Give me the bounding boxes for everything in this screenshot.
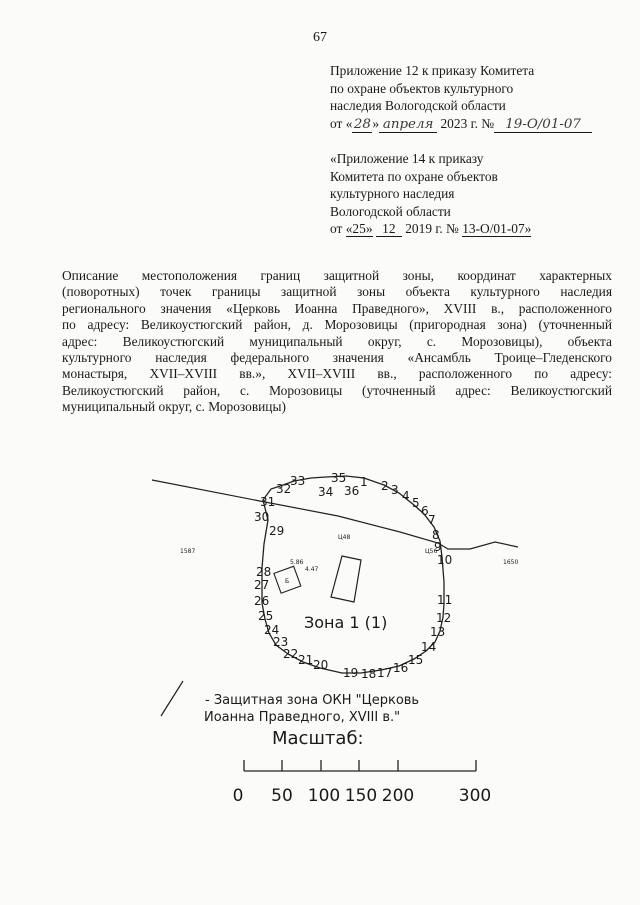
- building-letter: Б: [285, 578, 290, 585]
- point-label: 36: [344, 484, 360, 498]
- point-label: 8: [432, 528, 440, 542]
- point-label: 31: [260, 495, 276, 509]
- point-label: 24: [264, 623, 280, 637]
- appendix-12-line2: по охране объектов культурного: [330, 80, 514, 96]
- appendix-14-date-line: от «25» 12 2019 г. № 13-О/01-07»: [330, 221, 532, 236]
- point-label: 13: [430, 625, 446, 639]
- scale-title: Масштаб:: [272, 728, 364, 749]
- map-small-label: 4.47: [305, 566, 319, 573]
- road-line: [152, 480, 518, 549]
- point-label: 6: [421, 504, 429, 518]
- point-label: 26: [254, 594, 270, 608]
- point-label: 23: [273, 635, 289, 649]
- description-line: Великоустюгский район, с. Морозовицы (уточненный адрес: Великоустюгский: [62, 382, 612, 398]
- point-label: 25: [258, 609, 274, 623]
- description-line: Описание местоположения границ защитной зоны, координат характерных: [62, 268, 612, 283]
- point-label: 17: [377, 666, 393, 680]
- appendix-12-order-number: 19-О/01-07: [494, 117, 592, 133]
- point-label: 3: [391, 483, 399, 497]
- map-small-label: Ц56: [425, 548, 438, 555]
- description-line: монастыря, XVII–XVIII вв.», XVII–XVIII вв., расположенного по адресу:: [62, 366, 612, 382]
- point-label: 28: [256, 565, 272, 579]
- description-line: по адресу: Великоустюгский район, д. Морозовицы (пригородная зона) (уточненный: [62, 317, 612, 333]
- point-label: 7: [428, 513, 436, 527]
- description-line: культурного наследия федерального значения «Ансамбль Троице–Гледенского: [62, 350, 612, 366]
- appendix-12-date-day: 28: [353, 116, 371, 132]
- point-label: 16: [393, 661, 409, 675]
- legend-line2: Иоанна Праведного, XVIII в.": [204, 710, 401, 725]
- point-label: 34: [318, 485, 334, 499]
- church-building: [331, 556, 361, 602]
- scale-tick-label: 100: [307, 786, 341, 806]
- scale-tick-label: 50: [271, 786, 293, 806]
- point-label: 22: [283, 647, 299, 661]
- elevation-label: 1650: [503, 559, 519, 566]
- point-label: 19: [343, 666, 359, 680]
- point-label: 18: [361, 667, 377, 681]
- point-label: 5: [412, 496, 420, 510]
- point-label: 15: [408, 653, 424, 667]
- legend-line1: - Защитная зона ОКН "Церковь: [205, 693, 420, 708]
- map-small-label: Ц48: [338, 534, 351, 541]
- point-label: 35: [331, 471, 347, 485]
- point-label: 1: [360, 475, 368, 489]
- point-labels: [254, 471, 452, 681]
- description-line: регионального значения «Церковь Иоанна Праведного», XVIII в., расположенного: [62, 300, 612, 316]
- appendix-14-date-month: 12: [376, 221, 402, 237]
- appendix-12-line3: наследия Вологодской области: [330, 98, 506, 113]
- point-label: 11: [437, 593, 453, 607]
- map-small-label: 5.86: [290, 559, 304, 566]
- appendix-14-line4: Вологодской области: [330, 203, 451, 219]
- point-label: 27: [254, 578, 270, 592]
- point-label: 14: [421, 640, 437, 654]
- point-label: 9: [434, 540, 442, 554]
- legend-line-symbol: [161, 681, 183, 716]
- point-label: 10: [437, 553, 453, 567]
- scale-tick-label: 300: [458, 786, 492, 806]
- point-label: 33: [290, 474, 306, 488]
- appendix-14-order-number: 13-О/01-07»: [462, 221, 532, 236]
- point-label: 4: [402, 489, 410, 503]
- zone-label: Зона 1 (1): [304, 613, 388, 632]
- scale-tick-label: 0: [232, 786, 244, 806]
- appendix-14-date-day: «25»: [345, 221, 373, 236]
- scale-bar: [244, 760, 476, 771]
- page-number: 67: [313, 30, 327, 45]
- appendix-14-line1: «Приложение 14 к приказу: [330, 151, 484, 166]
- scale-tick-label: 150: [344, 786, 378, 806]
- description-line: (поворотных) точек границы защитной зоны объекта культурного наследия: [62, 284, 612, 300]
- description-line: адрес: Великоустюгский муниципальный округ, с. Морозовицы), объекта: [62, 333, 612, 349]
- appendix-12-line1: Приложение 12 к приказу Комитета: [330, 63, 535, 78]
- point-label: 21: [298, 653, 314, 667]
- scale-tick-label: 200: [381, 786, 415, 806]
- appendix-12-date-month: апреля: [379, 117, 437, 133]
- elevation-label: 1587: [180, 548, 196, 555]
- appendix-14-line2: Комитета по охране объектов: [330, 168, 498, 184]
- point-label: 12: [436, 611, 452, 625]
- point-label: 2: [381, 479, 389, 493]
- point-label: 20: [313, 658, 329, 672]
- point-label: 32: [276, 482, 292, 496]
- description-line: муниципальный округ, с. Морозовицы): [62, 399, 286, 415]
- appendix-12-date-line: от «28» апреля 2023 г. № 19-О/01-07: [330, 115, 592, 133]
- point-label: 30: [254, 510, 270, 524]
- appendix-14-line3: культурного наследия: [330, 186, 455, 201]
- point-label: 29: [269, 524, 285, 538]
